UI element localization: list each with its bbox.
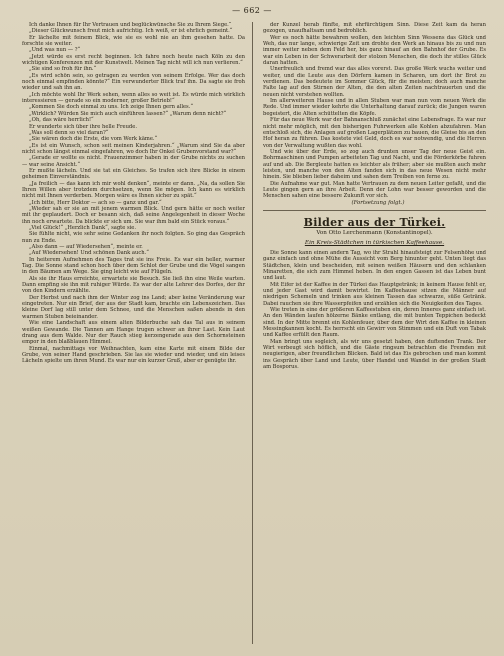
left-column [22,22,253,644]
article-paragraph: Mit Eifer ist der Kaffee in der Türkei das Hauptgetränk; in keinem Hause fehlt er, und jeder Gast wird damit bewirtet. Im Kaffeehause sitzen die Männer auf niedrigen Schemeln und trinken aus kleinen Tassen das schwarze, süße Getränk. Dabei rauchen sie ihre Wasserpfeifen und erzählen sich die Neuigkeiten des Tages. [263,281,486,307]
article-body [263,250,486,371]
paragraph: „Und was nun — ?“ [29,47,81,54]
article-paragraph: Die Sonne kann einen andern Tag, wo ihr Strahl hinaufsteigt zur Felsenhöhe und ganz einfach und ohne Mühe die Aussicht vom Berg hinunter geht. Unten liegt das Städtchen, klein und bescheiden, mit seinen weißen Häusern und den schlanken Minaretten, die sich zum Himmel heben. In den engen Gassen ist das Leben bunt und laut. [263,249,486,282]
serial-continuation-text [263,22,486,206]
paragraph: Sie fühlte nicht, wie sehr seine Gedanken ihr noch folgten. So ging das Gespräch nun zu Ende. [22,231,245,244]
page-number: — 662 — [232,6,272,15]
paragraph: „Also dann — auf Wiedersehen“, meinte er. [29,244,143,251]
paragraph: Einmal, nachmittags vor Weihnachten, kam eine Karte mit einem Bilde der Grube, von seiner Hand geschrieben. Sie las sie wieder und wieder, und ein leises Lächeln spielte um ihren Mund. Es war nur ein kurzer Gruß, aber er genügte ihr. [22,345,245,365]
paragraph: Wie eine Landschaft aus einem alten Bilderbuche sah das Tal aus in seinem weißen Gewande. Die Tannen am Hange trugen schwer an ihrer Last. Kein Laut drang aus dem Walde. Nur der Rauch stieg kerzengerade aus den Schornsteinen empor in den blaßblauen Himmel. [22,320,245,346]
paragraph: „Wieder sah er sie an mit jenem warmen Blick. Und gern hätte er noch weiter mit ihr geplaudert. Doch er besann sich, daß seine Angelegenheit in dieser Woche ihn noch erwartete. Da blickte er sich um. Sie war ihm bald ein Stück voraus.“ [22,205,245,225]
paragraph: Für das neue Werk war der Bahnanschluß zunächst eine Lebensfrage. Es war nur nicht mehr möglich, mit den bisherigen Fuhrwerken alle Kohlen abzufahren. Man entschloß sich, die Anlagen auf großen Lagerplätzen zu bauen, die Gleise bis an den Hof heran zu führen. Das kostete viel Geld, doch es war notwendig, und die Herren von der Verwaltung wußten das wohl. [263,117,486,149]
paragraph: „Kommen Sie doch einmal zu uns. Ich zeige Ihnen gern alles.“ [29,104,194,111]
paragraph: Unerfreulich und fremd war das alles vorerst. Das große Werk wuchs weiter und weiter, und die Leute aus den Dörfern kamen in Scharen, um dort ihr Brot zu verdienen. Das bedeutete im Sommer Glück, für die meisten; doch auch manche Falte lag auf den Stirnen der Alten, die den alten Zeiten nachtrauerten und die neuen nicht verstehen wollten. [263,66,486,98]
paragraph: „Viel Glück!“ „Herzlich Dank“, sagte sie. [29,225,136,231]
paragraph: Und wie über der Erde, so zog auch drunten unser Tag der neue Geist ein. Bohrmaschinen und Pumpen arbeiteten Tag und Nacht, und die Förderkörbe fuhren auf und ab. Die Bergleute hatten es leichter als früher; aber sie mußten auch mehr leisten, und manche von den Alten fanden sich in das neue Wesen nicht mehr hinein. Sie blieben lieber daheim und sahen dem Treiben von ferne zu. [263,148,486,181]
article-title: Bilder aus der Türkei. [303,215,446,229]
paragraph: „Ich bitte, Herr Doktor — ach so — ganz und gar.“ [29,199,162,206]
paragraph: „Oh, das wäre herrlich!“ [29,117,94,124]
paragraph: „Dieser Glückwunsch freut mich aufrichtig. Ich weiß, er ist ehrlich gemeint.“ [29,28,233,35]
paragraph: „Ich möchte wohl Ihr Werk sehen, wenn alles so weit ist. Es würde mich wirklich interessieren — gerade so ein moderner, großer Betrieb!“ [22,91,245,105]
article-subtitle: Ein Kreis-Städtchen in türkischen Kaffeehause. [304,239,445,246]
paragraph: Er lächelte mit feinem Blick, wie sie es wohl nie an ihm gesehen hatte. Da forschte sie weiter. [22,34,245,48]
article-divider [263,210,486,211]
paragraph: „Gerade er wollte es nicht. Frauenzimmer haben in der Grube nichts zu suchen — war seine Ansicht.“ [22,155,245,168]
paragraph: „Auf Wiedersehen! Und schönen Dank auch.“ [29,250,149,257]
paragraph: „Es wird schön sein, so getragen zu werden von seinem Erfolge. Wer das doch noch einmal empfinden könnte?“ Ein verwunderter Blick traf ihn. Da sagte sie froh wieder und sah ihn an. [22,72,245,92]
paragraph: „Es ist ein Wunsch, schon seit meinen Kinderjahren.“ „Warum sind Sie da aber nicht schon längst einmal eingefahren, wo doch Ihr Onkel Grubenvorstand war?“ [22,142,245,155]
paragraph: „Sie wären doch die Erste, die vom Werk käme.“ [29,136,158,143]
page-columns [22,22,486,644]
paragraph: „Ja freilich — das kann ich mir wohl denken“, meinte er dann. „Na, da sollen Sie Ihren Willen aber trotzdem durchsetzen, wenn Sie mögen. Ich kann es wirklich nicht mit Ihnen verderben. Morgen wäre es Ihnen sicher zu spät.“ [22,180,245,200]
article-paragraph: Man bringt uns sogleich, als wir uns gesetzt haben, den duftenden Trank. Der Wirt verbeugt sich höflich, und die Gäste ringsum betrachten die Fremden mit neugierigen, aber freundlichen Blicken. Bald ist das Eis gebrochen und man kommt ins Gespräch über Land und Leute, über Handel und Wandel in der großen Stadt am Bosporus. [263,338,486,371]
paragraph: „Sie sind so froh für ihn.“ [29,66,97,73]
right-column [263,22,486,644]
paragraph: „Was soll denn so viel daran?“ [29,129,109,136]
paragraph: Als sie ihr Haus erreichte, erwartete sie Besuch. Sie ließ ihn eine Weile warten. Dann empfing sie ihn mit ruhiger Würde. Es war der alte Lehrer des Dorfes, der ihr von den Kindern erzählte. [22,275,245,295]
paragraph: Er wunderte sich über ihre helle Freude. [29,123,137,130]
paragraph: Im allerweiteren Hause und in allen Stuben war man nun vom neuen Werk die Rede. Und immer wieder kehrte die Unterhaltung darauf zurück; die Jungen waren begeistert, die Alten schüttelten die Köpfe. [263,98,486,117]
paragraph: Der Herbst und nach ihm der Winter zog ins Land; aber keine Veränderung war eingetreten. Nur ein Brief, der aus der Stadt kam, brachte ein Lebenszeichen. Das kleine Dorf lag still unter dem Schnee, und die Menschen saßen abends in den warmen Stuben beieinander. [22,294,245,320]
paragraph: der Kunzel herab fünfte, mit ehrfürchtigem Sinn. Diese Zeit kam da heran gezogen, unaufhaltsam und bedrohlich. [263,22,486,35]
paragraph: Die Aufnahme war gut. Man hatte Vertrauen zu dem neuen Leiter gefaßt, und die Leute gingen gern an ihre Arbeit. Denn der Lohn war besser geworden und die Menschen sahen eine bessere Zukunft vor sich. [263,180,486,200]
paragraph: (Fortsetzung folgt.) [351,199,405,206]
paragraph: Wer es noch hätte bewahren wollen, den leichten Sinn Wessens das Glück und Weh, das nur lange, schwierige Zeit um drohte den Werk an hinaus bis zu und nun immer weiter neben dem Feld her, bis ganz hinauf an den Bahnhof der Grube. Es war ein Leben in der Schwerarbeit der stolzen Menschen, die doch ihr stilles Glück daran hatten. [263,34,486,67]
article-paragraph: Wie treten in eine der größeren Kaffeestuben ein, deren Inneres ganz einfach ist. An den Wänden laufen hölzerne Bänke entlang, die mit bunten Teppichen bedeckt sind. In der Mitte brennt ein Kohlenfeuer, über dem der Wirt den Kaffee in kleinen Messingkannen kocht. Es herrscht ein Gewirr von Stimmen und ein Duft von Tabak und Kaffee erfüllt den Raum. [263,307,486,339]
paragraph: Er mußte lächeln. Und sie tat ein Gleiches. So trafen sich ihre Blicke in einem geheimen Einverständnis. [22,167,245,181]
paragraph: Ich danke Ihnen für Ihr Vertrauen und beglückwünsche Sie zu Ihrem Siege.“ [29,22,232,28]
paragraph: „Jetzt würde es erst recht beginnen. Ich fahre noch heute nach Köln zu den wichtigen Konferenzen mit der Kunstwelt. Meinen Tag nicht will ich nun verlieren.“ [22,53,245,67]
paragraph: In heiterem Aufnehmen des Tages trat sie ins Freie. Es war ein heller, warmer Tag. Die Sonne stand schon hoch über dem Schlot der Grube und die Vögel sangen in den Bäumen am Wege. Sie ging leicht wie auf Flügeln. [22,256,245,276]
paragraph: „Wirklich? Würden Sie mich auch einführen lassen?“ „Warum denn nicht?“ [29,110,227,117]
article-byline: Von Otto Lerchenmann (Konstantinopel). [316,229,433,236]
